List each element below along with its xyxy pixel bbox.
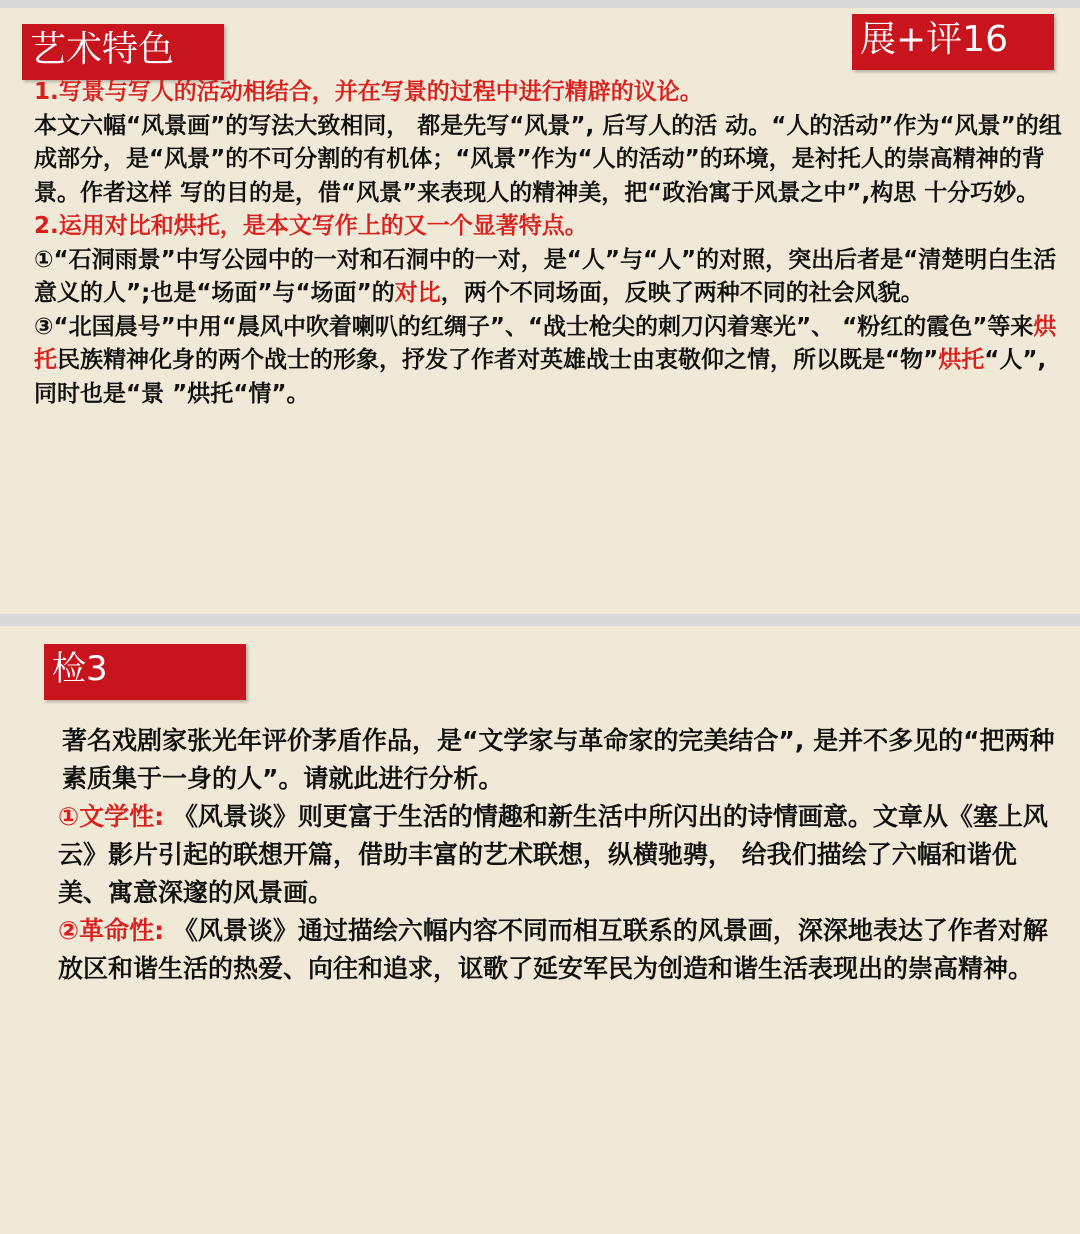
highlight-foil: 烘托 — [34, 313, 1057, 373]
answer-label-revolutionary: ②革命性: — [58, 916, 165, 945]
text-span: ，两个不同场面，反映了两种不同的社会风貌。 — [440, 280, 924, 306]
point-2-heading: 2.运用对比和烘托，是本文写作上的又一个显著特点。 — [34, 213, 588, 239]
point-1-text: 本文六幅“风景画”的写法大致相同， 都是先写“风景”, 后写人的活 动。“人的活动”作为“风景”的组成部分，是“风景”的不可分割的有机体；“风景”作为“人的活动”的环境，是衬托人的崇高精神的背景。作者这样 写的目的是，借“风景”来表现人的精神美，把“政治寓于风景之中”,构思 十分巧妙。 — [34, 112, 1062, 206]
check-3-body — [30, 722, 1062, 988]
highlight-foil: 烘托 — [938, 347, 985, 373]
text-span: “人”,同时也是“景 ”烘托“情”。 — [34, 347, 1047, 407]
point-2-example-3 — [34, 311, 1064, 412]
text-span: ①“石洞雨景”中写公园中的一对和石洞中的一对，是“人”与“人”的对照，突出后者是“清楚明白生活意义的人”;也是“场面”与“场面”的 — [34, 246, 1057, 306]
slide-art-features — [0, 8, 1080, 614]
answer-text-literary: 《风景谈》则更富于生活的情趣和新生活中所闪出的诗情画意。文章从《塞上风云》影片引起的联想开篇，借助丰富的艺术联想，纵横驰骋， 给我们描绘了六幅和谐优美、寓意深邃的风景画。 — [58, 802, 1048, 907]
point-2-example-1 — [34, 244, 1064, 311]
point-1-heading: 1.写景与写人的活动相结合，并在写景的过程中进行精辟的议论。 — [34, 79, 703, 105]
answer-text-revolutionary: 《风景谈》通过描绘六幅内容不同而相互联系的风景画，深深地表达了作者对解放区和谐生活的热爱、向往和追求，讴歌了延安军民为创造和谐生活表现出的崇高精神。 — [58, 916, 1048, 983]
art-features-body — [34, 76, 1064, 411]
badge-zhan-ping: 展+评16 — [852, 14, 1054, 70]
text-span: 民族精神化身的两个战士的形象，抒发了作者对英雄战士由衷敬仰之情，所以既是“物” — [57, 347, 939, 373]
text-span: ③“北国晨号”中用“晨风中吹着喇叭的红绸子”、“战士枪尖的刺刀闪着寒光”、 “粉红的霞色”等来 — [34, 313, 1034, 340]
highlight-contrast: 对比 — [394, 280, 441, 306]
section-tag-check-3: 检3 — [44, 644, 246, 700]
slide-check-3 — [0, 626, 1080, 1234]
section-tag-art-features: 艺术特色 — [22, 24, 224, 80]
question-text: 著名戏剧家张光年评价茅盾作品，是“文学家与革命家的完美结合”, 是并不多见的“把两种素质集于一身的人”。请就此进行分析。 — [62, 726, 1055, 793]
answer-literary — [30, 798, 1062, 912]
answer-revolutionary — [30, 912, 1062, 988]
answer-label-literary: ①文学性: — [58, 802, 165, 831]
